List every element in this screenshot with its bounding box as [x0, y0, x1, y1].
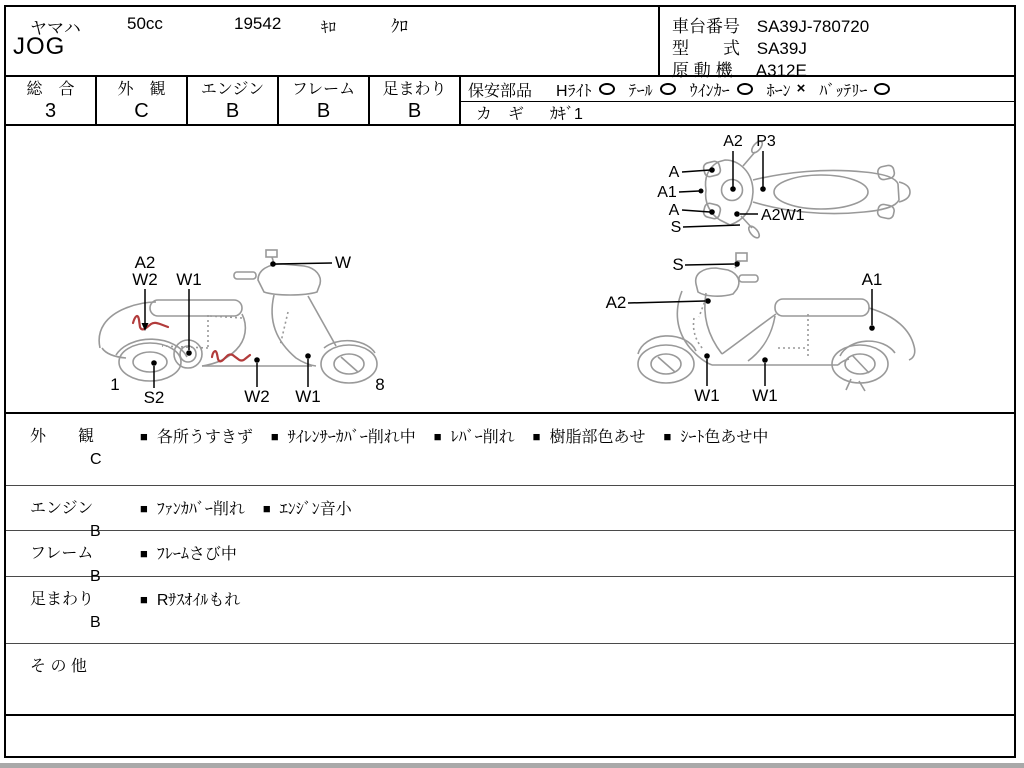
safety-parts-section	[461, 77, 1014, 124]
label-a2w1: A2W1	[761, 207, 805, 224]
label-p3-top: P3	[756, 133, 776, 150]
label-w-left: W	[335, 253, 352, 272]
square-bullet-icon: ■	[140, 592, 148, 607]
comment-item	[664, 424, 769, 447]
comment-text: 各所うすきず	[156, 429, 253, 446]
comment-section-grade: B	[90, 568, 101, 585]
label-a-lower: A	[668, 202, 680, 219]
damage-diagram-svg	[6, 126, 1014, 414]
maker-name: ヤマハ	[30, 19, 81, 38]
grade-value: B	[407, 100, 422, 122]
safety-item-horn: ﾎｰﾝ ×	[766, 80, 806, 100]
comment-section-label: 足まわり	[30, 591, 95, 608]
comment-text: 樹脂部色あせ	[549, 429, 646, 446]
comment-text: ｴﾝｼﾞﾝ音小	[279, 501, 352, 518]
key-value: ｶｷﾞ1	[550, 106, 583, 123]
left-view-labels	[110, 253, 384, 407]
grade-value: C	[134, 100, 149, 122]
label-8-left: 8	[375, 375, 385, 394]
label-a2-right: A2	[605, 293, 627, 312]
comment-items	[140, 531, 1014, 576]
engine-model-label: 原 動 機	[672, 61, 733, 80]
grade-label: フレーム	[291, 81, 356, 98]
safety-item-tail: ﾃｰﾙ	[629, 78, 676, 101]
comment-text: ｻｲﾚﾝｻｰｶﾊﾞｰ削れ中	[287, 429, 416, 446]
grade-value: B	[316, 100, 331, 122]
ok-circle-icon	[874, 83, 890, 95]
label-s-right: S	[672, 255, 684, 274]
comment-label-cell	[6, 644, 140, 714]
square-bullet-icon: ■	[262, 501, 271, 516]
label-w1-front: W1	[694, 386, 720, 405]
comment-row-frame	[6, 531, 1014, 585]
comment-section-label: フレーム	[30, 545, 94, 562]
comment-text: ｼｰﾄ色あせ中	[680, 429, 769, 446]
header-id-info	[658, 7, 1014, 80]
square-bullet-icon: ■	[433, 429, 442, 444]
model-name: JOG	[13, 33, 66, 60]
right-view-labels	[606, 255, 883, 405]
comment-section-grade: C	[90, 451, 102, 468]
ok-circle-icon	[737, 83, 753, 95]
comment-row-other	[6, 644, 1014, 716]
grade-value: B	[225, 100, 240, 122]
key-row	[461, 102, 1014, 123]
grade-box-exterior	[97, 77, 188, 124]
comment-label-cell	[6, 531, 140, 585]
comment-label-cell	[6, 577, 140, 643]
comment-label-cell	[6, 486, 140, 540]
chassis-number-value: SA39J-780720	[756, 17, 870, 36]
grade-label: 足まわり	[382, 81, 447, 98]
top-view-labels	[657, 133, 804, 236]
comment-text: Rｻｽｵｲﾙもれ	[156, 592, 241, 609]
header	[6, 7, 1014, 80]
ok-circle-icon	[660, 83, 676, 95]
comment-row-undercarriage	[6, 577, 1014, 644]
right-view-leader-lines	[628, 261, 875, 386]
comment-text: ﾌﾚｰﾑさび中	[156, 546, 237, 563]
comment-item	[533, 424, 646, 447]
comment-items	[140, 644, 1014, 714]
damage-diagram-section	[6, 126, 1014, 414]
label-a1-right: A1	[861, 270, 883, 289]
comment-item	[140, 496, 245, 519]
grade-row	[6, 77, 1014, 126]
comment-items	[140, 486, 1014, 530]
body-color: ｸﾛ	[391, 17, 408, 36]
type-value: SA39J	[756, 39, 807, 58]
comment-label-cell	[6, 414, 140, 485]
sheet-frame	[4, 5, 1016, 758]
grade-label: 外 観	[117, 81, 166, 98]
header-vehicle-info	[6, 7, 658, 75]
label-a2-left: A2	[134, 253, 156, 272]
comment-section-grade: B	[90, 614, 101, 631]
engine-model-line	[672, 56, 1014, 78]
label-w2-floor: W2	[244, 387, 270, 406]
grade-box-engine	[188, 77, 279, 124]
comment-section-grade: B	[90, 523, 101, 540]
comment-items	[140, 414, 1014, 485]
safety-item-winker: ｳｲﾝｶｰ	[690, 78, 753, 101]
safety-item-headlight: Hﾗｲﾄ	[556, 78, 615, 101]
square-bullet-icon: ■	[532, 429, 541, 444]
grade-box-undercarriage	[370, 77, 461, 124]
label-a-upper: A	[668, 164, 680, 181]
comment-item	[140, 587, 240, 610]
grade-value: 3	[44, 100, 57, 122]
comment-item	[140, 424, 253, 447]
grade-label: エンジン	[200, 81, 265, 98]
comment-item	[434, 424, 515, 447]
comment-item	[140, 541, 237, 564]
safety-item-battery: ﾊﾞｯﾃﾘｰ	[819, 78, 890, 101]
comment-text: ﾌｧﾝｶﾊﾞｰ削れ	[156, 501, 245, 518]
label-s-top: S	[670, 219, 682, 236]
grade-box-frame	[279, 77, 370, 124]
comment-row-engine	[6, 486, 1014, 540]
mileage-unit: ｷﾛ	[321, 19, 337, 36]
left-view-leader-lines	[142, 261, 333, 388]
square-bullet-icon: ■	[140, 546, 148, 561]
comment-section-label: エンジン	[30, 500, 94, 517]
square-bullet-icon: ■	[140, 501, 148, 516]
label-w1-left: W1	[176, 270, 202, 289]
comment-item	[263, 496, 352, 519]
square-bullet-icon: ■	[663, 429, 672, 444]
label-s2-left: S2	[143, 388, 165, 407]
scan-bottom-edge	[0, 763, 1024, 768]
chassis-number-label: 車台番号	[672, 17, 740, 36]
label-a2-top: A2	[723, 133, 743, 150]
label-1-left: 1	[110, 375, 120, 394]
comment-section-label: そ の 他	[30, 658, 87, 675]
type-line	[672, 34, 1014, 56]
type-label: 型 式	[672, 39, 740, 58]
comment-text: ﾚﾊﾞｰ削れ	[450, 429, 515, 446]
comment-item	[271, 424, 416, 447]
mileage-value: 19542	[234, 14, 282, 33]
label-w2-left: W2	[132, 270, 158, 289]
label-a1-top: A1	[657, 184, 677, 201]
label-w1-floor-right: W1	[752, 386, 778, 405]
comment-section-label: 外 観	[30, 428, 95, 445]
comment-items	[140, 577, 1014, 643]
safety-parts-label: 保安部品	[468, 82, 533, 100]
ok-circle-icon	[599, 83, 615, 95]
safety-parts-row	[461, 77, 1014, 102]
comment-row-exterior	[6, 414, 1014, 486]
chassis-number-line	[672, 12, 1014, 34]
grade-label: 総 合	[26, 81, 75, 98]
grade-box-total	[6, 77, 97, 124]
key-label: カ ギ	[476, 106, 525, 123]
ng-cross-icon: ×	[796, 80, 806, 97]
label-w1-floor: W1	[295, 387, 321, 406]
empty-bottom-row	[6, 716, 1014, 756]
square-bullet-icon: ■	[140, 429, 148, 444]
displacement: 50cc	[127, 14, 163, 33]
engine-model-value: A312E	[755, 61, 807, 80]
square-bullet-icon: ■	[270, 429, 279, 444]
